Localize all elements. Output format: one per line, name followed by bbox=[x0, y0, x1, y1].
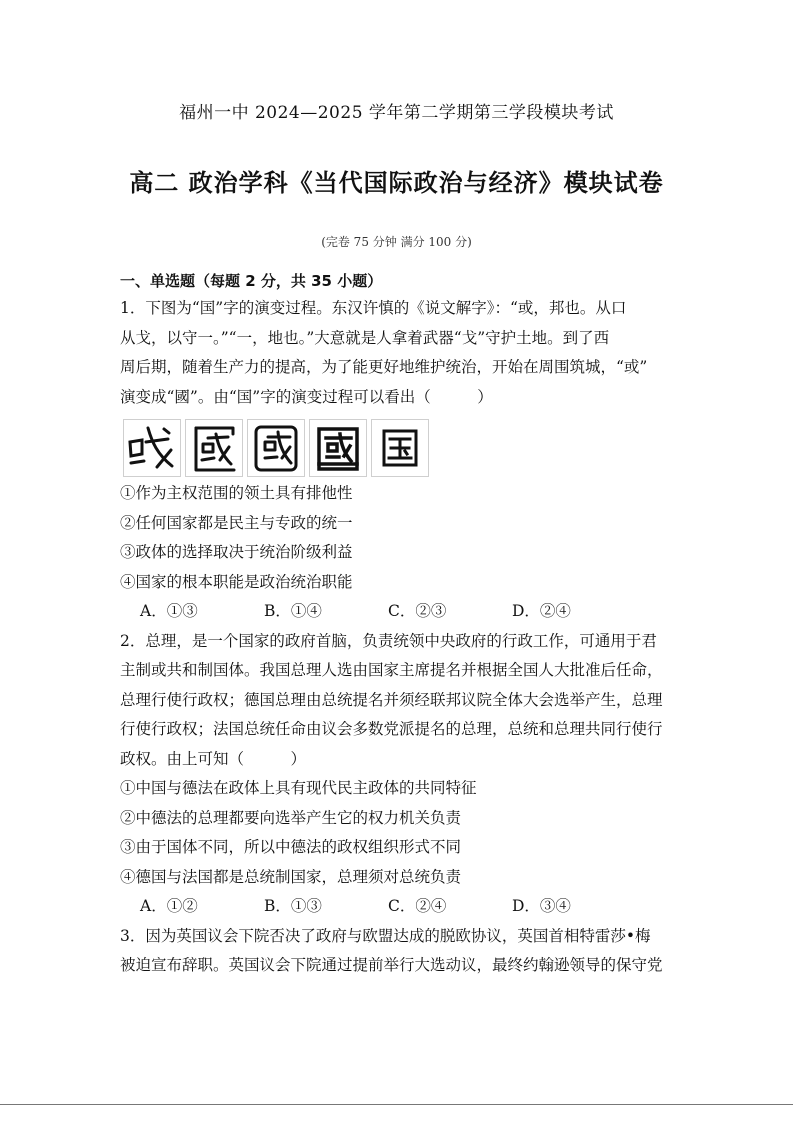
question-1-statement-3: ③政体的选择取决于统治阶级利益 bbox=[120, 543, 353, 561]
question-2-choice-a: A．①② bbox=[140, 897, 198, 915]
question-2-statement-4: ④德国与法国都是总统制国家，总理须对总统负责 bbox=[120, 867, 462, 886]
school-exam-line: 福州一中 2024—2025 学年第二学期第三学段模块考试 bbox=[179, 103, 614, 123]
question-3-line-1: 3．因为英国议会下院否决了政府与欧盟达成的脱欧协议，英国首相特雷莎•梅 bbox=[120, 926, 651, 945]
traditional-guo-glyph-icon bbox=[309, 419, 367, 477]
question-1-line-3: 周后期，随着生产力的提高，为了能更好地维护统治，开始在周围筑城，“或” bbox=[120, 358, 648, 376]
question-1-line-2: 从戈，以守一。”“一，地也。”大意就是人拿着武器“戈”守护土地。到了西 bbox=[120, 328, 610, 347]
bronze-guo-glyph-icon bbox=[247, 419, 305, 477]
question-2-statement-3: ③由于国体不同，所以中德法的政权组织形式不同 bbox=[120, 838, 462, 856]
question-2-line-2: 主制或共和制国体。我国总理人选由国家主席提名并根据全国人大批准后任命， bbox=[120, 661, 663, 679]
question-2-line-4: 行使行政权；法国总统任命由议会多数党派提名的总理，总统和总理共同行使行 bbox=[120, 720, 663, 738]
question-3-stem bbox=[120, 922, 680, 981]
question-2-choice-b: B．①③ bbox=[264, 897, 322, 915]
question-1-statement-2: ②任何国家都是民主与专政的统一 bbox=[120, 513, 353, 532]
question-2-stem bbox=[120, 627, 680, 775]
question-1-line-4: 演变成“國”。由“国”字的演变过程可以看出（ ） bbox=[120, 387, 493, 406]
question-2-line-5: 政权。由上可知（ ） bbox=[120, 749, 307, 768]
question-2-choices bbox=[120, 892, 680, 922]
question-2-line-3: 总理行使行政权；德国总理由总统提名并须经联邦议院全体大会选举产生，总理 bbox=[120, 690, 663, 709]
question-3 bbox=[120, 922, 680, 981]
question-3-line-2: 被迫宣布辞职。英国议会下院通过提前举行大选动议，最终约翰逊领导的保守党 bbox=[120, 956, 663, 974]
question-2-statement-2: ②中德法的总理都要向选举产生它的权力机关负责 bbox=[120, 808, 462, 827]
question-1-choice-c: C．②③ bbox=[388, 602, 447, 620]
paper-title: 高二 政治学科《当代国际政治与经济》模块试卷 bbox=[129, 169, 664, 197]
question-2-choice-d: D．③④ bbox=[512, 897, 571, 915]
question-2-statement-1: ①中国与德法在政体上具有现代民主政体的共同特征 bbox=[120, 779, 477, 797]
question-1-line-1: 1．下图为“国”字的演变过程。东汉许慎的《说文解字》：“或，邦也。从口 bbox=[120, 299, 627, 317]
seal-guo-glyph-icon bbox=[185, 419, 243, 477]
question-1-statement-4: ④国家的根本职能是政治统治职能 bbox=[120, 572, 353, 591]
question-2 bbox=[120, 627, 680, 922]
question-1-choices bbox=[120, 597, 680, 627]
question-1-choice-d: D．②④ bbox=[512, 602, 571, 620]
simplified-guo-glyph-icon bbox=[371, 419, 429, 477]
question-1-stem bbox=[120, 294, 680, 412]
exam-duration-score: (完卷 75 分钟 满分 100 分) bbox=[321, 235, 472, 249]
guo-evolution-figure bbox=[123, 419, 680, 477]
question-1-choice-b: B．①④ bbox=[264, 602, 322, 620]
question-2-line-1: 2．总理，是一个国家的政府首脑，负责统领中央政府的行政工作，可通用于君 bbox=[120, 631, 657, 650]
question-1-statement-1: ①作为主权范围的领土具有排他性 bbox=[120, 484, 353, 502]
question-1-choice-a: A．①③ bbox=[140, 602, 198, 620]
question-1 bbox=[120, 294, 680, 627]
question-2-choice-c: C．②④ bbox=[388, 897, 447, 915]
exam-body bbox=[120, 271, 680, 981]
page-bottom-rule bbox=[0, 1104, 793, 1105]
seal-huo-glyph-icon bbox=[123, 419, 181, 477]
section-heading: 一、单选题（每题 2 分，共 35 小题） bbox=[120, 272, 383, 290]
